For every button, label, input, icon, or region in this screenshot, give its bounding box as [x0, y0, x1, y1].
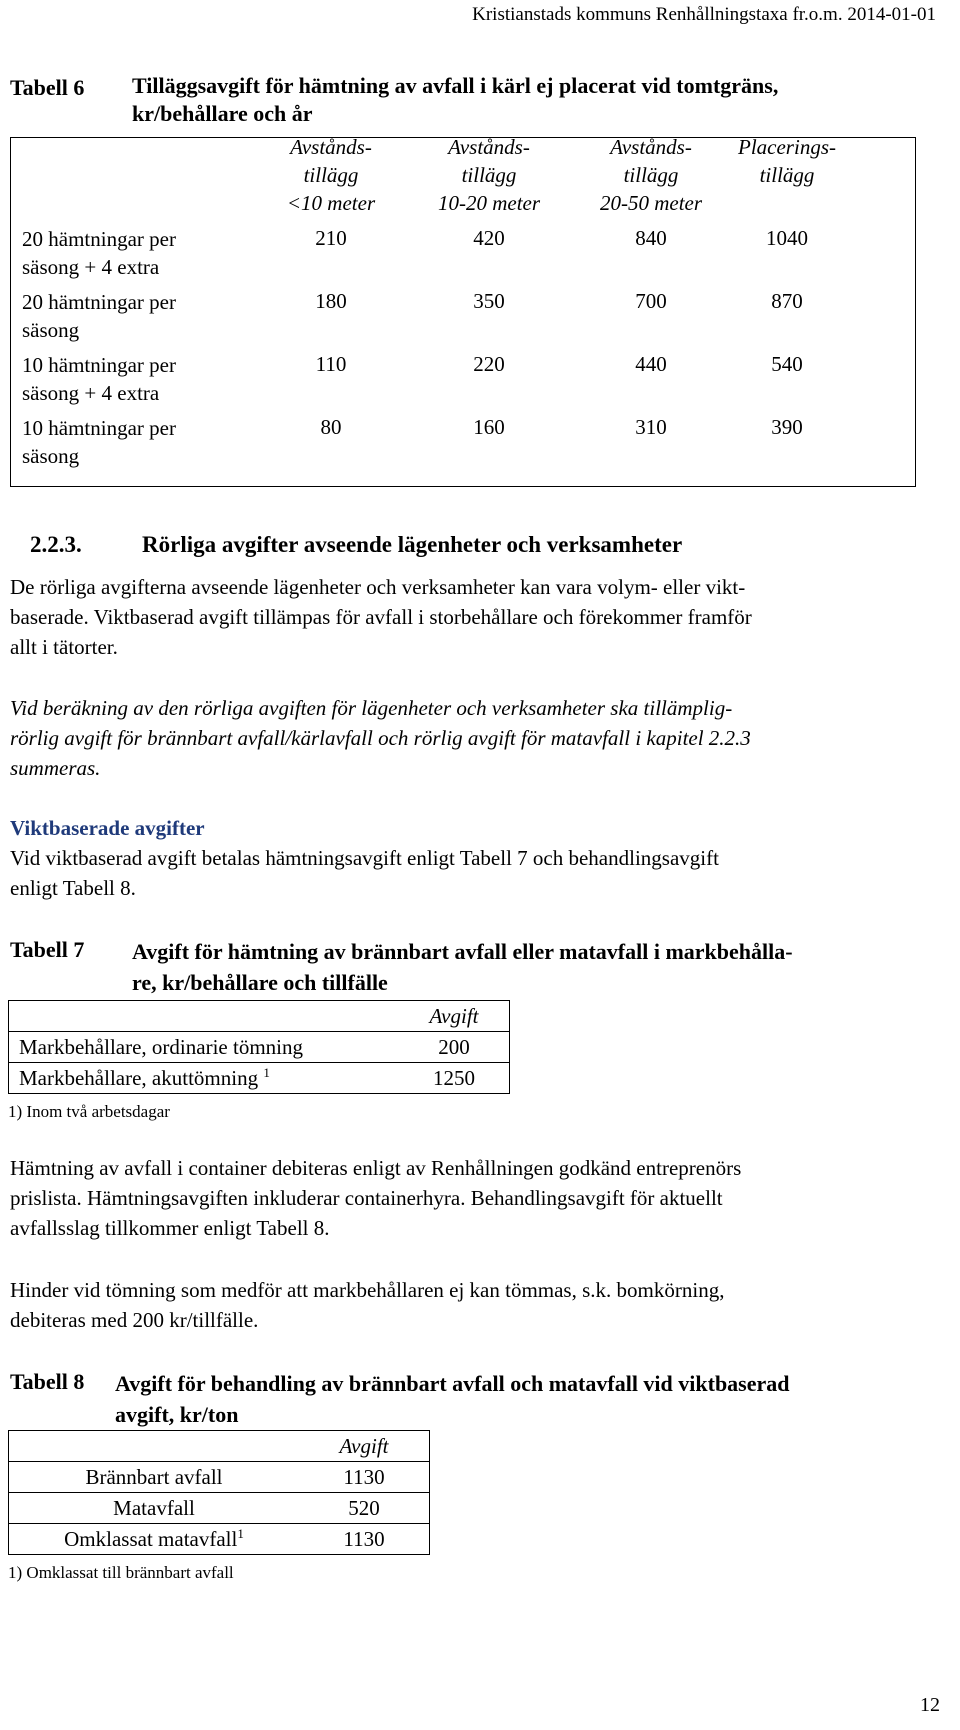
table-cell: 1130	[299, 1462, 430, 1493]
table-row	[9, 1032, 510, 1063]
text-line: baserade. Viktbaserad avgift tillämpas för avfall i storbehållare och förekommer framför	[10, 605, 752, 629]
table-cell: 420	[473, 226, 505, 250]
tabell7-footnote: 1) Inom två arbetsdagar	[8, 1102, 170, 1121]
table-row	[9, 1001, 510, 1032]
tabell6-col-header	[438, 133, 540, 217]
paragraph	[10, 813, 922, 903]
row-label-line: 10 hämtningar per	[22, 416, 176, 440]
text-line: De rörliga avgifterna avseende lägenheter och verksamheter kan vara volym- eller vikt-	[10, 575, 746, 599]
col-header-line: 10-20 meter	[437, 191, 541, 215]
row-label-line: 20 hämtningar per	[22, 290, 176, 314]
section-heading	[30, 532, 682, 558]
table-cell: 540	[771, 352, 803, 376]
tabell8-label: Tabell 8	[10, 1369, 85, 1394]
paragraph	[10, 572, 922, 662]
section-number: 2.2.3.	[30, 532, 82, 557]
tabell7-label: Tabell 7	[10, 937, 85, 962]
col-header-line: tillägg	[759, 163, 815, 187]
paragraph	[10, 693, 922, 783]
table-header-cell: Avgift	[399, 1001, 510, 1032]
col-header-line: <10 meter	[286, 191, 376, 215]
paragraph	[10, 1275, 922, 1335]
text-line: prislista. Hämtningsavgiften inkluderar containerhyra. Behandlingsavgift för aktuellt	[10, 1186, 723, 1210]
footnote-marker: 1	[263, 1065, 270, 1080]
text-line: avfallsslag tillkommer enligt Tabell 8.	[10, 1216, 330, 1240]
footnote-marker: 1	[237, 1526, 244, 1541]
table-cell: 220	[473, 352, 505, 376]
text-line: summeras.	[10, 756, 101, 780]
table-row	[9, 1493, 430, 1524]
table-cell: 1040	[766, 226, 808, 250]
table-row-label	[22, 288, 176, 344]
text-line: Hämtning av avfall i container debiteras enligt av Renhållningen godkänd entreprenörs	[10, 1156, 742, 1180]
tabell7-title-line1: Avgift för hämtning av brännbart avfall eller matavfall i markbehålla-	[132, 939, 793, 964]
table-cell	[9, 1001, 400, 1032]
row-label-line: säsong	[22, 318, 80, 342]
text-line: allt i tätorter.	[10, 635, 118, 659]
table-cell: 840	[635, 226, 667, 250]
table-cell: 390	[771, 415, 803, 439]
row-label-line: säsong + 4 extra	[22, 381, 160, 405]
running-head: Kristianstads kommuns Renhållningstaxa fr.o.m. 2014-01-01	[472, 4, 936, 25]
text-line: rörlig avgift för brännbart avfall/kärlavfall och rörlig avgift för matavfall i kapitel 2.2.3	[10, 726, 751, 750]
table-row	[9, 1462, 430, 1493]
tabell7-title-line2: re, kr/behållare och tillfälle	[132, 970, 388, 995]
table-cell: 1250	[399, 1063, 510, 1094]
table-cell: 440	[635, 352, 667, 376]
table-cell: 200	[399, 1032, 510, 1063]
table-cell: 210	[315, 226, 347, 250]
table-cell: Matavfall	[9, 1493, 300, 1524]
row-name: Markbehållare, akuttömning	[19, 1066, 259, 1090]
tabell6-title-line2: kr/behållare och år	[132, 101, 313, 126]
table-cell: 350	[473, 289, 505, 313]
table-cell: 110	[315, 352, 347, 376]
page-number: 12	[920, 1694, 940, 1716]
text-line: Hinder vid tömning som medför att markbehållaren ej kan tömmas, s.k. bomkörning,	[10, 1278, 725, 1302]
row-label-line: 10 hämtningar per	[22, 353, 176, 377]
table-cell	[9, 1524, 300, 1555]
table-row-label	[22, 225, 176, 281]
table-row	[9, 1431, 430, 1462]
tabell6-table	[10, 137, 916, 487]
text-line: Vid beräkning av den rörliga avgiften för lägenheter och verksamheter ska tillämplig-	[10, 696, 733, 720]
table-cell: 700	[635, 289, 667, 313]
col-header-line: Avstånds-	[290, 135, 372, 159]
col-header-line: Avstånds-	[610, 135, 692, 159]
tabell6-label: Tabell 6	[10, 75, 85, 100]
tabell6-title	[132, 72, 778, 128]
row-label-line: 20 hämtningar per	[22, 227, 176, 251]
row-label-line: säsong + 4 extra	[22, 255, 160, 279]
table-cell	[9, 1063, 400, 1094]
tabell6-col-header	[600, 133, 702, 217]
tabell8-title	[115, 1368, 790, 1430]
tabell8-title-line2: avgift, kr/ton	[115, 1402, 239, 1427]
row-label-line: säsong	[22, 444, 80, 468]
col-header-line: Avstånds-	[448, 135, 530, 159]
tabell7-table	[8, 1000, 510, 1094]
table-cell	[9, 1431, 300, 1462]
text-line: debiteras med 200 kr/tillfälle.	[10, 1308, 259, 1332]
section-title: Rörliga avgifter avseende lägenheter och verksamheter	[142, 532, 683, 557]
table-cell: 1130	[299, 1524, 430, 1555]
paragraph	[10, 1153, 922, 1243]
table-row	[9, 1524, 430, 1555]
table-cell: 180	[315, 289, 347, 313]
tabell8-title-line1: Avgift för behandling av brännbart avfall och matavfall vid viktbaserad	[115, 1371, 790, 1396]
tabell7-title	[132, 936, 793, 998]
table-cell: 520	[299, 1493, 430, 1524]
text-line: enligt Tabell 8.	[10, 876, 136, 900]
table-row	[9, 1063, 510, 1094]
table-cell: 870	[771, 289, 803, 313]
col-header-line: tillägg	[623, 163, 679, 187]
col-header-line: tillägg	[303, 163, 359, 187]
sub-heading: Viktbaserade avgifter	[10, 816, 205, 840]
tabell6-col-header	[287, 133, 375, 217]
col-header-line: Placerings-	[738, 135, 836, 159]
table-row-label	[22, 414, 176, 470]
table-cell: 160	[473, 415, 505, 439]
tabell6-title-line1: Tilläggsavgift för hämtning av avfall i kärl ej placerat vid tomtgräns,	[132, 73, 779, 98]
table-cell: Markbehållare, ordinarie tömning	[9, 1032, 400, 1063]
col-header-line: 20-50 meter	[599, 191, 703, 215]
row-name: Omklassat matavfall	[64, 1527, 238, 1551]
col-header-line: tillägg	[461, 163, 517, 187]
table-cell: 80	[320, 415, 342, 439]
table-row-label	[22, 351, 176, 407]
table-cell: 310	[635, 415, 667, 439]
table-header-cell: Avgift	[299, 1431, 430, 1462]
text-line: Vid viktbaserad avgift betalas hämtningsavgift enligt Tabell 7 och behandlingsavgift	[10, 846, 719, 870]
table-cell: Brännbart avfall	[9, 1462, 300, 1493]
tabell8-table	[8, 1430, 430, 1555]
tabell8-footnote: 1) Omklassat till brännbart avfall	[8, 1563, 234, 1582]
tabell6-col-header	[738, 133, 836, 189]
